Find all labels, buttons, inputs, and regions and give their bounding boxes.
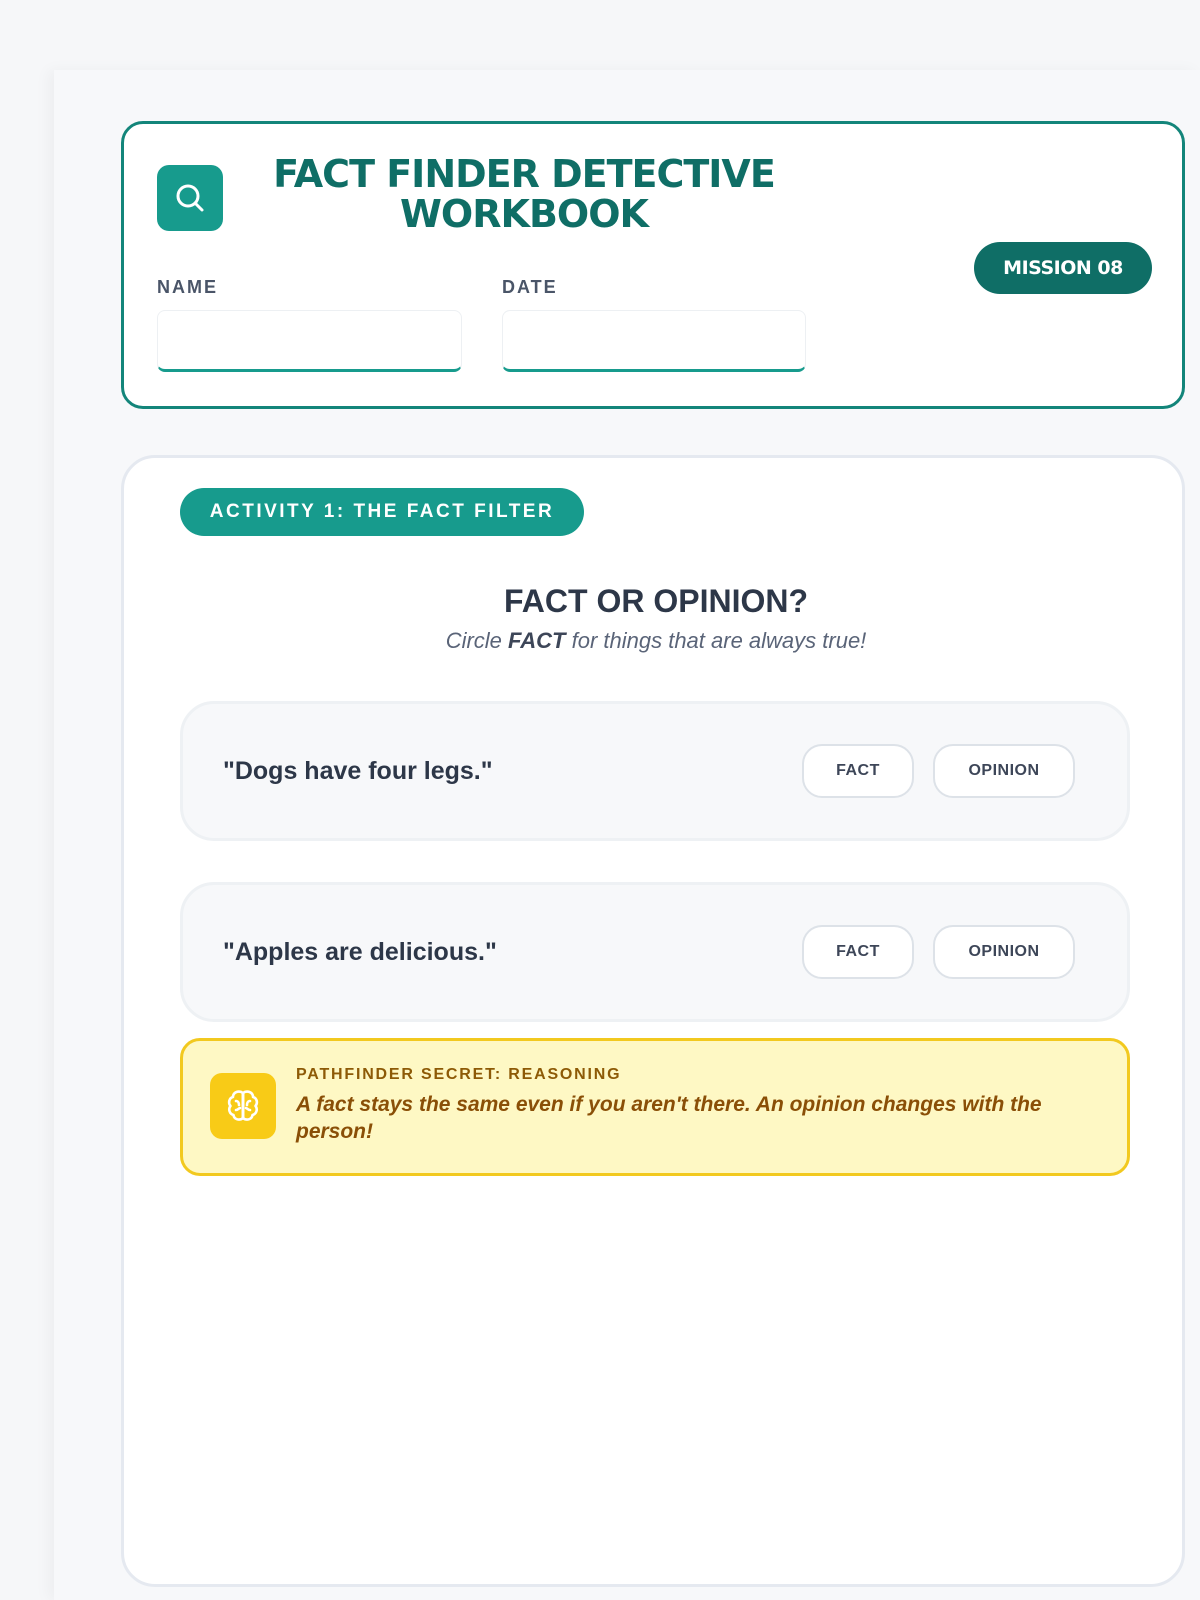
date-field[interactable] — [502, 310, 806, 372]
reasoning-tip — [180, 1038, 1130, 1176]
instruction-text: Circle FACT for things that are always true! — [445, 628, 867, 653]
workbook-header — [121, 121, 1185, 409]
workbook-title: FACT FINDER DETECTIVE WORKBOOK — [273, 152, 775, 236]
magnifier-icon — [157, 165, 223, 231]
fact-button[interactable]: FACT — [802, 744, 914, 798]
statement-card — [180, 882, 1130, 1022]
statement-text: "Apples are delicious." — [223, 937, 497, 966]
activity-card — [121, 455, 1185, 1587]
tip-text: A fact stays the same even if you aren't there. An opinion changes with the person! — [296, 1093, 1042, 1143]
tip-label: PATHFINDER SECRET: REASONING — [296, 1066, 622, 1083]
name-label: NAME — [157, 277, 218, 297]
name-field[interactable] — [157, 310, 462, 372]
question-title: FACT OR OPINION? — [504, 583, 808, 619]
opinion-button[interactable]: OPINION — [933, 925, 1075, 979]
brain-icon — [210, 1073, 276, 1139]
mission-badge: MISSION 08 — [974, 242, 1152, 294]
activity-label: ACTIVITY 1: THE FACT FILTER — [180, 488, 584, 536]
statement-card — [180, 701, 1130, 841]
statement-text: "Dogs have four legs." — [223, 756, 493, 785]
opinion-button[interactable]: OPINION — [933, 744, 1075, 798]
date-label: DATE — [502, 277, 558, 297]
fact-button[interactable]: FACT — [802, 925, 914, 979]
